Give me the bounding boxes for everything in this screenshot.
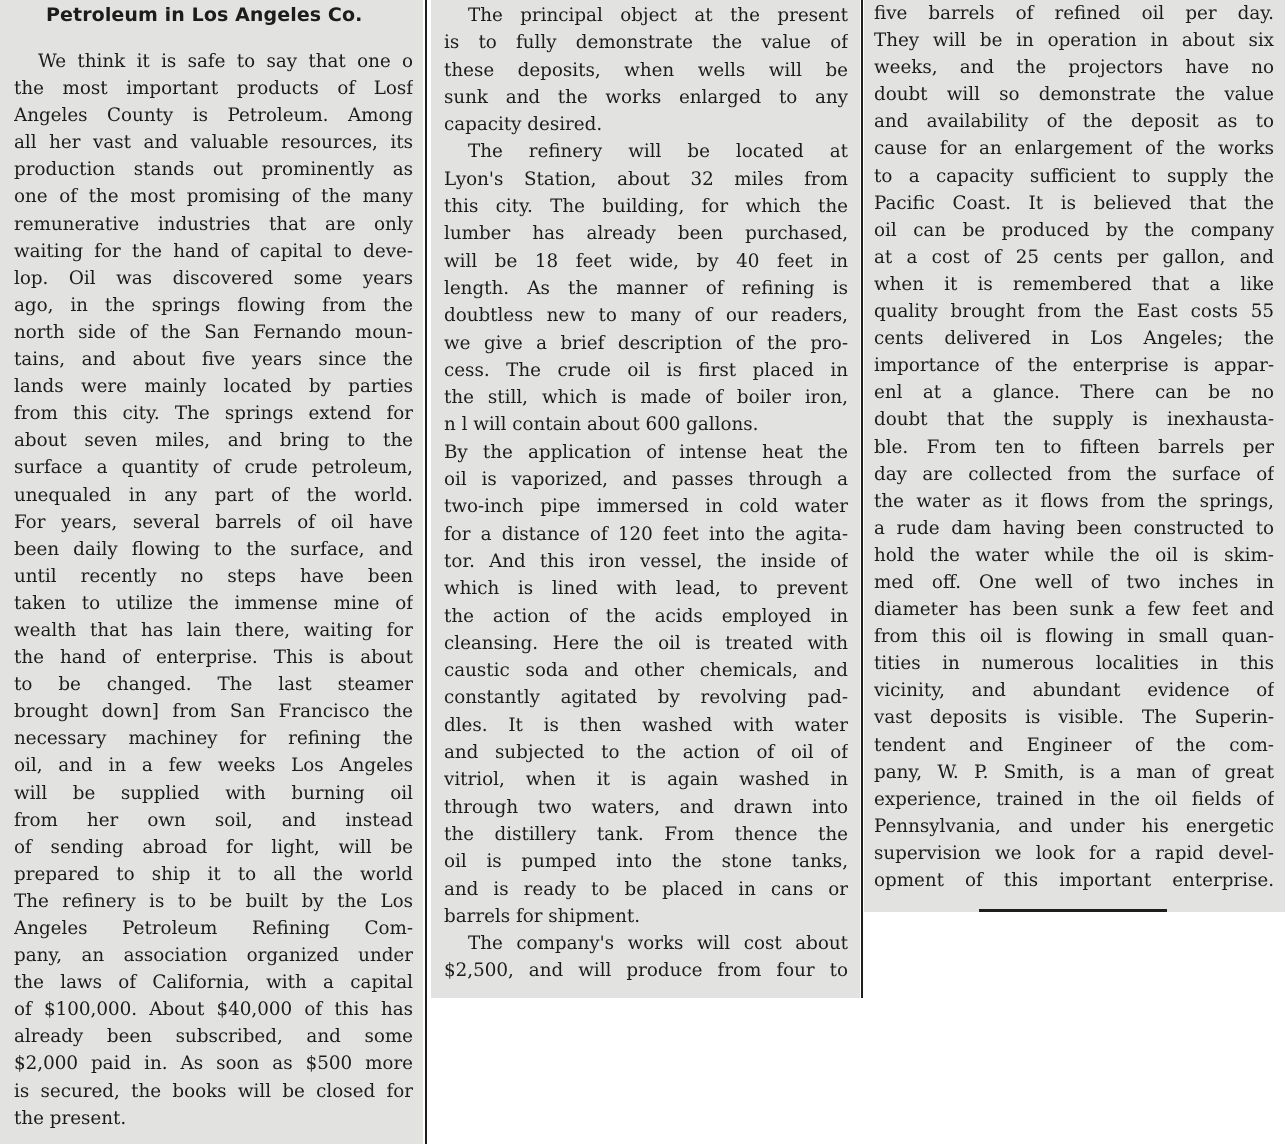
text-line: and availability of the deposit as to	[874, 111, 1274, 133]
text-line: is secured, the books will be closed for	[14, 1080, 413, 1102]
text-line: surface a quantity of crude petroleum,	[14, 457, 413, 479]
text-line: tor. And this iron vessel, the inside of	[444, 550, 848, 572]
text-line: They will be in operation in about six	[874, 30, 1274, 52]
text-line: cents delivered in Los Angeles; the	[874, 328, 1274, 350]
text-line: already been subscribed, and some	[14, 1026, 413, 1048]
text-line: we give a brief description of the pro-	[444, 332, 848, 354]
text-line: Pacific Coast. It is believed that the	[874, 192, 1274, 214]
text-line: the action of the acids employed in	[444, 605, 848, 627]
text-line: the still, which is made of boiler iron,	[444, 387, 848, 409]
text-line: to a capacity sufficient to supply the	[874, 165, 1274, 187]
text-line: The refinery will be located at	[468, 141, 848, 163]
column-3-text	[874, 0, 1274, 894]
text-line: pany, W. P. Smith, is a man of great	[874, 761, 1274, 783]
text-line: dles. It is then washed with water	[444, 714, 848, 736]
text-line: quality brought from the East costs 55	[874, 301, 1274, 323]
text-line: day are collected from the surface of	[874, 463, 1274, 485]
text-line: vitriol, when it is again washed in	[444, 769, 848, 791]
text-line: north side of the San Fernando moun-	[14, 321, 413, 343]
text-line: caustic soda and other chemicals, and	[444, 660, 848, 682]
text-line: cleansing. Here the oil is treated with	[444, 632, 848, 654]
text-line: The principal object at the present	[468, 5, 848, 26]
text-line: importance of the enterprise is appar-	[874, 355, 1274, 377]
text-line: been daily flowing to the surface, and	[14, 538, 413, 560]
text-line: two-inch pipe immersed in cold water	[444, 496, 848, 518]
text-line: By the application of intense heat the	[444, 441, 848, 463]
text-line: the present.	[14, 1107, 127, 1129]
text-line: ble. From ten to fifteen barrels per	[874, 436, 1274, 458]
text-line: oil is vaporized, and passes through a	[444, 469, 848, 491]
text-line: the water as it flows from the springs,	[874, 490, 1274, 512]
text-line: the hand of enterprise. This is about	[14, 647, 413, 669]
text-line: which is lined with lead, to prevent	[444, 578, 848, 600]
text-line: will be supplied with burning oil	[14, 782, 413, 804]
column-divider-1	[425, 0, 427, 1144]
text-line: pany, an association organized under	[14, 945, 413, 967]
text-line: enl at a glance. There can be no	[874, 382, 1274, 404]
text-line: the distillery tank. From thence the	[444, 823, 848, 845]
text-line: constantly agitated by revolving pad-	[444, 687, 848, 709]
text-line: to be changed. The last steamer	[14, 674, 413, 696]
text-line: for a distance of 120 feet into the agita-	[444, 523, 848, 545]
text-line: barrels for shipment.	[444, 905, 641, 927]
text-line: all her vast and valuable resources, its	[14, 132, 413, 154]
text-line: and is ready to be placed in cans or	[444, 878, 848, 900]
article-column-1	[0, 0, 423, 1144]
text-line: the most important products of Losf	[14, 78, 413, 100]
text-line: wealth that has lain there, waiting for	[14, 619, 413, 641]
text-line: and subjected to the action of oil of	[444, 742, 848, 764]
text-line: med off. One well of two inches in	[874, 571, 1274, 593]
text-line: ago, in the springs flowing from the	[14, 294, 413, 316]
text-line: Lyon's Station, about 32 miles from	[444, 168, 848, 190]
text-line: until recently no steps have been	[14, 565, 413, 587]
text-line: from this city. The springs extend for	[14, 403, 413, 425]
text-line: lop. Oil was discovered some years	[14, 267, 413, 289]
text-line: Angeles County is Petroleum. Among	[14, 105, 413, 127]
text-line: $2,000 paid in. As soon as $500 more	[14, 1053, 413, 1075]
text-line: the laws of California, with a capital	[14, 972, 413, 994]
text-line: brought down] from San Francisco the	[14, 701, 413, 723]
text-line: n l will contain about 600 gallons.	[444, 414, 759, 436]
text-line: For years, several barrels of oil have	[14, 511, 413, 533]
text-line: tities in numerous localities in this	[874, 653, 1274, 675]
text-line: these deposits, when wells will be	[444, 59, 848, 81]
text-line: hold the water while the oil is skim-	[874, 544, 1274, 566]
text-line: oil can be produced by the company	[874, 219, 1274, 241]
text-line: cess. The crude oil is first placed in	[444, 359, 848, 381]
text-line: $2,500, and will produce from four to	[444, 960, 848, 982]
column-1-text	[14, 48, 413, 1132]
text-line: supervision we look for a rapid devel-	[874, 842, 1274, 864]
column-2-text	[444, 2, 848, 985]
text-line: at a cost of 25 cents per gallon, and	[874, 246, 1274, 268]
text-line: of sending abroad for light, will be	[14, 836, 413, 858]
text-line: capacity desired.	[444, 114, 603, 136]
text-line: doubt that the supply is inexhausta-	[874, 409, 1274, 431]
text-line: this city. The building, for which the	[444, 196, 848, 218]
text-line: vast deposits is visible. The Superin-	[874, 707, 1274, 729]
text-line: tains, and about five years since the	[14, 349, 413, 371]
end-of-article-rule	[979, 909, 1167, 912]
text-line: of $100,000. About $40,000 of this has	[14, 999, 413, 1021]
text-line: a rude dam having been constructed to	[874, 517, 1274, 539]
text-line: sunk and the works enlarged to any	[444, 86, 848, 108]
text-line: doubt will so demonstrate the value	[874, 84, 1274, 106]
text-line: necessary machiney for refining the	[14, 728, 413, 750]
text-line: tendent and Engineer of the com-	[874, 734, 1274, 756]
text-line: oil, and in a few weeks Los Angeles	[14, 755, 413, 777]
text-line: oil is pumped into the stone tanks,	[444, 851, 848, 873]
text-line: one of the most promising of the many	[14, 186, 413, 208]
text-line: will be 18 feet wide, by 40 feet in	[444, 250, 848, 272]
text-line: lumber has already been purchased,	[444, 223, 848, 245]
text-line: experience, trained in the oil fields of	[874, 788, 1274, 810]
article-column-3	[864, 0, 1285, 912]
text-line: taken to utilize the immense mine of	[14, 592, 413, 614]
text-line: remunerative industries that are only	[14, 213, 413, 235]
text-line: prepared to ship it to all the world	[14, 863, 413, 885]
text-line: opment of this important enterprise.	[874, 870, 1274, 891]
text-line: Angeles Petroleum Refining Com-	[14, 918, 413, 939]
text-line: length. As the manner of refining is	[444, 277, 848, 299]
headline: Petroleum in Los Angeles Co.	[46, 4, 363, 26]
text-line: about seven miles, and bring to the	[14, 430, 413, 452]
text-line: diameter has been sunk a few feet and	[874, 599, 1274, 621]
text-line: when it is remembered that a like	[874, 273, 1274, 295]
text-line: lands were mainly located by parties	[14, 376, 413, 398]
text-line: The company's works will cost about	[468, 933, 848, 955]
text-line: cause for an enlargement of the works	[874, 138, 1274, 160]
text-line: Pennsylvania, and under his energetic	[874, 815, 1274, 837]
column-divider-2	[861, 0, 863, 998]
text-line: weeks, and the projectors have no	[874, 57, 1274, 79]
text-line: vicinity, and abundant evidence of	[874, 680, 1274, 702]
text-line: from this oil is flowing in small quan-	[874, 626, 1274, 648]
text-line: from her own soil, and instead	[14, 809, 413, 831]
article-column-2	[431, 0, 860, 998]
text-line: waiting for the hand of capital to deve-	[14, 240, 413, 262]
text-line: unequaled in any part of the world.	[14, 484, 413, 506]
text-line: production stands out prominently as	[14, 159, 413, 181]
text-line: through two waters, and drawn into	[444, 796, 848, 818]
text-line: We think it is safe to say that one o	[38, 51, 413, 72]
text-line: The refinery is to be built by the Los	[14, 890, 413, 912]
text-line: five barrels of refined oil per day.	[874, 3, 1274, 24]
text-line: is to fully demonstrate the value of	[444, 32, 848, 54]
text-line: doubtless new to many of our readers,	[444, 305, 848, 327]
